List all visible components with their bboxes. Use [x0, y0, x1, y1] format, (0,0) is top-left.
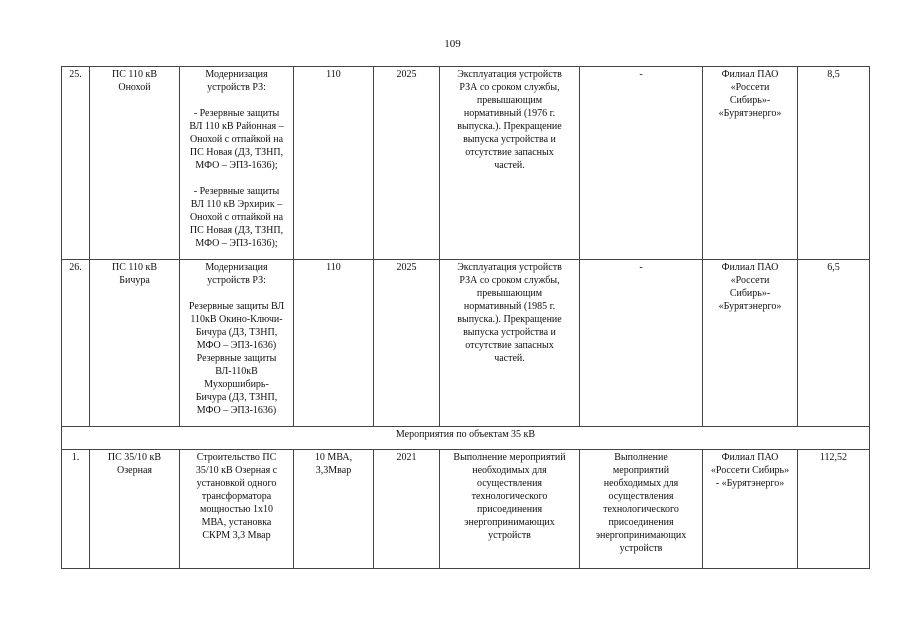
- row-number: 1.: [62, 450, 90, 569]
- row-number: 25.: [62, 67, 90, 260]
- object-name: ПС 110 кВ Онохой: [90, 67, 180, 260]
- year: 2025: [374, 67, 440, 260]
- object-name: ПС 110 кВ Бичура: [90, 260, 180, 427]
- measure-description: Модернизация устройств РЗ: - Резервные защиты ВЛ 110 кВ Районная – Онохой с отпайкой на ПС Новая (ДЗ, ТЗНП, МФО – ЭПЗ-1636); - Резервные защиты ВЛ 110 кВ Эрхирик – Онохой с отпайкой на ПС Новая (ДЗ, ТЗНП, МФО – ЭПЗ-1636);: [180, 67, 294, 260]
- section-title: Мероприятия по объектам 35 кВ: [62, 427, 870, 450]
- table-row: [62, 260, 870, 427]
- row-number: 26.: [62, 260, 90, 427]
- notes: Выполнение мероприятий необходимых для осуществления технологического присоединения энергопринимающих устройств: [580, 450, 703, 569]
- capacity: 110: [294, 260, 374, 427]
- measure-description: Модернизация устройств РЗ: Резервные защиты ВЛ 110кВ Окино-Ключи- Бичура (ДЗ, ТЗНП, МФО – ЭПЗ-1636) Резервные защиты ВЛ-110кВ Мухоршибирь- Бичура (ДЗ, ТЗНП, МФО – ЭПЗ-1636): [180, 260, 294, 427]
- capacity: 110: [294, 67, 374, 260]
- notes: -: [580, 260, 703, 427]
- page-number: 109: [444, 38, 461, 50]
- cost: 112,52: [798, 450, 870, 569]
- year: 2021: [374, 450, 440, 569]
- measure-description: Строительство ПС 35/10 кВ Озерная с установкой одного трансформатора мощностью 1х10 МВА, установка СКРМ 3,3 Мвар: [180, 450, 294, 569]
- notes: -: [580, 67, 703, 260]
- section-row: [62, 427, 870, 450]
- justification: Эксплуатация устройств РЗА со сроком службы, превышающим нормативный (1976 г. выпуска.). Прекращение выпуска устройства и отсутствие запасных частей.: [440, 67, 580, 260]
- measures-table: [61, 66, 870, 569]
- object-name: ПС 35/10 кВ Озерная: [90, 450, 180, 569]
- owner: Филиал ПАО «Россети Сибирь»- «Бурятэнерго»: [703, 67, 798, 260]
- cost: 6,5: [798, 260, 870, 427]
- justification: Выполнение мероприятий необходимых для осуществления технологического присоединения энергопринимающих устройств: [440, 450, 580, 569]
- table-row: [62, 450, 870, 569]
- year: 2025: [374, 260, 440, 427]
- owner: Филиал ПАО «Россети Сибирь»- «Бурятэнерго»: [703, 260, 798, 427]
- owner: Филиал ПАО «Россети Сибирь» - «Бурятэнерго»: [703, 450, 798, 569]
- cost: 8,5: [798, 67, 870, 260]
- table-row: [62, 67, 870, 260]
- capacity: 10 МВА, 3,3Мвар: [294, 450, 374, 569]
- justification: Эксплуатация устройств РЗА со сроком службы, превышающим нормативный (1985 г. выпуска.). Прекращение выпуска устройства и отсутствие запасных частей.: [440, 260, 580, 427]
